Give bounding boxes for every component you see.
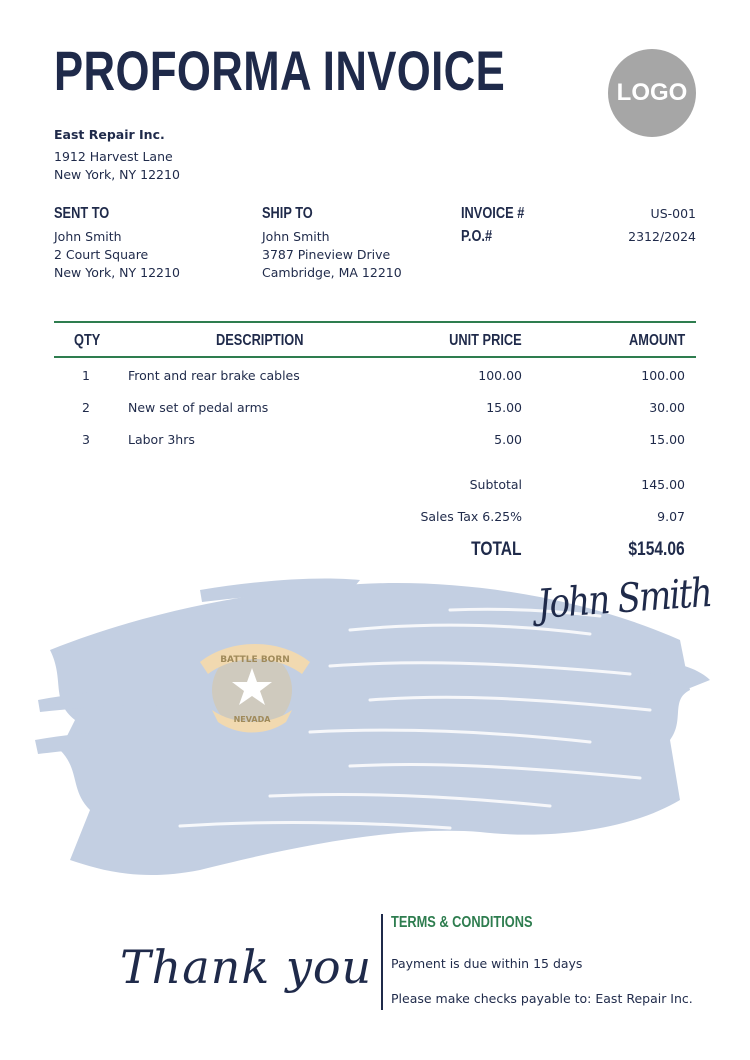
table-header-rule	[54, 356, 696, 358]
row-description: Labor 3hrs	[128, 432, 195, 447]
logo-placeholder	[608, 49, 696, 137]
ship-to-address-line2: Cambridge, MA 12210	[262, 265, 402, 280]
total-value: $154.06	[628, 539, 685, 560]
po-number-value: 2312/2024	[628, 229, 696, 244]
sales-tax-label: Sales Tax 6.25%	[420, 509, 522, 524]
row-unit-price: 15.00	[486, 400, 522, 415]
row-unit-price: 100.00	[478, 368, 522, 383]
terms-divider	[381, 914, 383, 1010]
flag-banner-top-text: BATTLE BORN	[220, 655, 290, 665]
row-description: New set of pedal arms	[128, 400, 269, 415]
thank-you-text: Thank you	[120, 940, 373, 994]
subtotal-label: Subtotal	[469, 477, 522, 492]
ship-to-name: John Smith	[262, 229, 330, 244]
company-name: East Repair Inc.	[54, 127, 165, 142]
sent-to-address-line2: New York, NY 12210	[54, 265, 180, 280]
column-header-unit-price: UNIT PRICE	[449, 332, 522, 349]
invoice-number-label: INVOICE #	[461, 205, 525, 222]
po-number-label: P.O.#	[461, 228, 493, 245]
row-amount: 15.00	[649, 432, 685, 447]
column-header-amount: AMOUNT	[628, 332, 685, 349]
table-top-rule	[54, 321, 696, 323]
row-qty: 1	[82, 368, 90, 383]
column-header-description: DESCRIPTION	[216, 332, 304, 349]
logo-text: LOGO	[616, 79, 688, 106]
ship-to-address-line1: 3787 Pineview Drive	[262, 247, 391, 262]
flag-banner-bottom-text: NEVADA	[233, 715, 271, 724]
row-qty: 2	[82, 400, 90, 415]
sent-to-name: John Smith	[54, 229, 122, 244]
column-header-qty: QTY	[74, 332, 101, 349]
row-description: Front and rear brake cables	[128, 368, 300, 383]
sent-to-label: SENT TO	[54, 205, 110, 222]
sales-tax-value: 9.07	[657, 509, 685, 524]
row-unit-price: 5.00	[494, 432, 522, 447]
row-amount: 100.00	[641, 368, 685, 383]
signature: John Smith	[536, 569, 713, 628]
terms-line-checks: Please make checks payable to: East Repair Inc.	[391, 991, 693, 1006]
row-qty: 3	[82, 432, 90, 447]
company-address-line1: 1912 Harvest Lane	[54, 149, 173, 164]
document-title: PROFORMA INVOICE	[54, 39, 506, 102]
subtotal-value: 145.00	[641, 477, 685, 492]
sent-to-address-line1: 2 Court Square	[54, 247, 149, 262]
invoice-number-value: US-001	[650, 206, 696, 221]
row-amount: 30.00	[649, 400, 685, 415]
terms-line-payment: Payment is due within 15 days	[391, 956, 583, 971]
ship-to-label: SHIP TO	[262, 205, 313, 222]
total-label: TOTAL	[471, 539, 522, 560]
terms-title: TERMS & CONDITIONS	[391, 914, 533, 931]
company-address-line2: New York, NY 12210	[54, 167, 180, 182]
